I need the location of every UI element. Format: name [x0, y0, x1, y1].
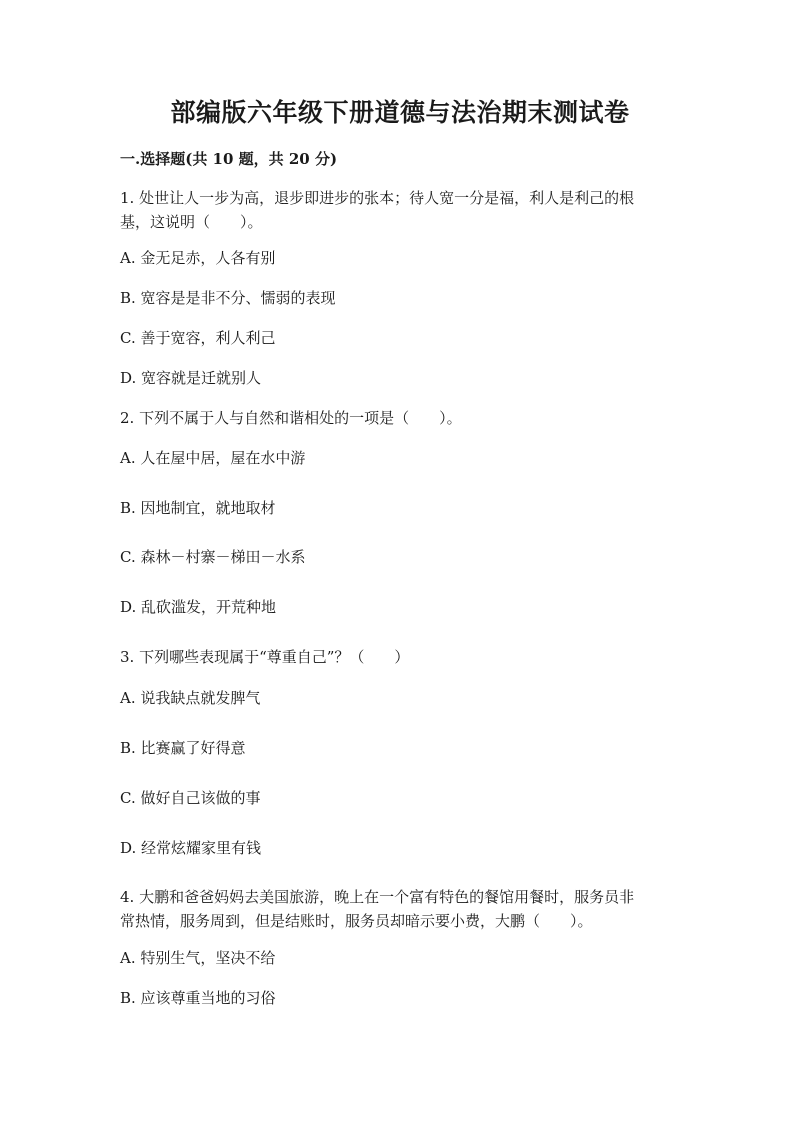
question-3-stem-line-1: 3. 下列哪些表现属于“尊重自己”？（ ）	[120, 648, 410, 666]
question-2-option-b: B. 因地制宜，就地取材	[120, 499, 276, 517]
question-1-option-d: D. 宽容就是迁就别人	[120, 369, 262, 387]
question-3-option-b: B. 比赛赢了好得意	[120, 739, 246, 757]
question-2-option-d: D. 乱砍滥发，开荒种地	[120, 598, 277, 616]
question-1-stem-line-2: 基，这说明（ ）。	[120, 213, 263, 231]
question-1-stem-line-1: 1. 处世让人一步为高，退步即进步的张本；待人宽一分是福，利人是利己的根	[120, 189, 635, 207]
question-4-option-b: B. 应该尊重当地的习俗	[120, 989, 276, 1007]
question-4-option-a: A. 特别生气，坚决不给	[120, 949, 276, 967]
question-1-option-a: A. 金无足赤，人各有别	[120, 249, 276, 267]
question-2-stem-line-1: 2. 下列不属于人与自然和谐相处的一项是（ ）。	[120, 409, 462, 427]
question-4-stem-line-1: 4. 大鹏和爸爸妈妈去美国旅游，晚上在一个富有特色的餐馆用餐时，服务员非	[120, 888, 635, 906]
question-2-option-a: A. 人在屋中居，屋在水中游	[120, 449, 306, 467]
question-1-option-b: B. 宽容是是非不分、懦弱的表现	[120, 289, 336, 307]
question-3-option-d: D. 经常炫耀家里有钱	[120, 839, 262, 857]
question-2-option-c: C. 森林－村寨－梯田－水系	[120, 548, 306, 566]
question-1-option-c: C. 善于宽容，利人利己	[120, 329, 276, 347]
section-heading: 一.选择题(共 10 题，共 20 分)	[120, 150, 338, 168]
question-3-option-a: A. 说我缺点就发脾气	[120, 689, 261, 707]
page-title: 部编版六年级下册道德与法治期末测试卷	[170, 98, 630, 127]
question-3-option-c: C. 做好自己该做的事	[120, 789, 261, 807]
question-4-stem-line-2: 常热情，服务周到，但是结账时，服务员却暗示要小费，大鹏（ ）。	[120, 912, 593, 930]
